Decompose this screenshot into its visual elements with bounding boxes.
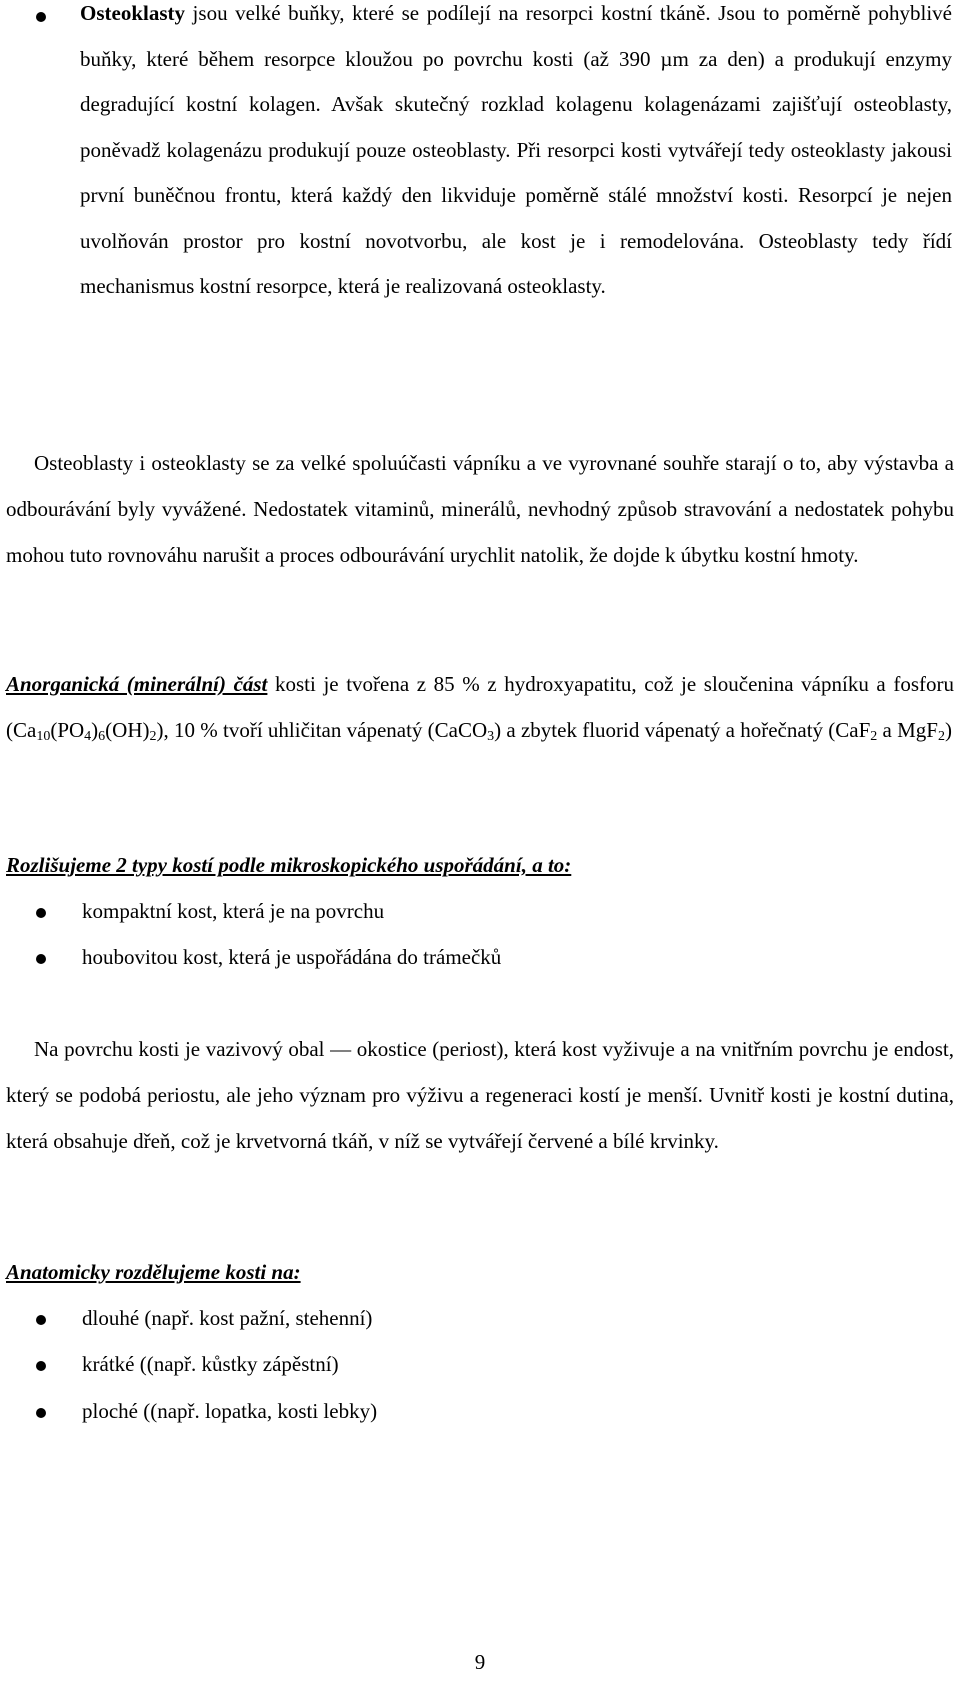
subscript: 2 xyxy=(870,729,878,744)
bullet-icon xyxy=(36,1361,46,1371)
bullet-icon xyxy=(36,1315,46,1325)
osteoklasty-text: jsou velké buňky, které se podílejí na resorpci kostní tkáně. Jsou to poměrně pohyblivé buňky, které během resorpce kloužou po povrchu kosti (až 390 µm za den) a produkují enzymy degradující kostní kolagen. Avšak skutečný rozklad kolagenu kolagenázami zajišťují osteoblasty, poněvadž kolagenázu produkují pouze osteoblasty. Při resorpci kosti vytvářejí tedy osteoklasty jakousi první buněčnou frontu, která každý den likviduje poměrně stálé množství kosti. Resorpcí je nejen uvolňován prostor pro kostní novotvorbu, ale kost je i remodelována. Osteoblasty tedy řídí mechanismus kostní resorpce, která je realizovaná osteoklasty. xyxy=(80,1,952,298)
list-item xyxy=(0,1295,960,1341)
subscript: 4 xyxy=(84,729,92,744)
inorganic-text-7: a MgF xyxy=(877,718,938,742)
subscript: 3 xyxy=(487,729,495,744)
heading-anatomical-division: Anatomicky rozdělujeme kosti na: xyxy=(6,1260,301,1284)
subscript: 2 xyxy=(149,729,157,744)
page-number: 9 xyxy=(474,1650,486,1674)
bullet-paragraph-osteoklasty xyxy=(80,0,952,310)
list-item xyxy=(0,1341,960,1387)
list-item-text: ploché ((např. lopatka, kosti lebky) xyxy=(82,1399,378,1423)
list-item xyxy=(0,934,960,980)
inorganic-text-5: ), 10 % tvoří uhličitan vápenatý (CaCO xyxy=(156,718,488,742)
inorganic-text-2: (PO xyxy=(50,718,85,742)
heading-bone-types: Rozlišujeme 2 typy kostí podle mikroskopického uspořádání, a to: xyxy=(6,853,572,877)
term-osteoklasty: Osteoklasty xyxy=(80,1,185,25)
bullet-icon xyxy=(36,954,46,964)
inorganic-text-6: ) a zbytek fluorid vápenatý a hořečnatý (CaF xyxy=(494,718,871,742)
subscript: 2 xyxy=(937,729,945,744)
list-item xyxy=(0,888,960,934)
paragraph-inorganic-part xyxy=(6,661,954,753)
subscript: 10 xyxy=(36,729,51,744)
list-item-text: houbovitou kost, která je uspořádána do trámečků xyxy=(82,945,502,969)
paragraph-balance: Osteoblasty i osteoklasty se za velké spoluúčasti vápníku a ve vyrovnané souhře starají o to, aby výstavba a odbourávání byly vyvážené. Nedostatek vitaminů, minerálů, nevhodný způsob stravování a nedostatek pohybu mohou tuto rovnováhu narušit a proces odbourávání urychlit natolik, že dojde k úbytku kostní hmoty. xyxy=(6,451,954,567)
list-item-text: kompaktní kost, která je na povrchu xyxy=(82,899,385,923)
list-item-text: dlouhé (např. kost pažní, stehenní) xyxy=(82,1306,373,1330)
subscript: 6 xyxy=(98,729,106,744)
heading-inorganic-part: Anorganická (minerální) část xyxy=(6,672,268,696)
list-item-text: krátké ((např. kůstky zápěstní) xyxy=(82,1352,339,1376)
inorganic-text-8: ) xyxy=(944,718,952,742)
bullet-icon xyxy=(36,12,46,22)
bullet-icon xyxy=(36,908,46,918)
list-item xyxy=(0,1388,960,1434)
inorganic-text-4: (OH) xyxy=(105,718,150,742)
paragraph-periost: Na povrchu kosti je vazivový obal — okostice (periost), která kost vyživuje a na vnitřním povrchu je endost, který se podobá periostu, ale jeho význam pro výživu a regeneraci kostí je menší. Uvnitř kosti je kostní dutina, která obsahuje dřeň, což je krvetvorná tkáň, v níž se vytvářejí červené a bílé krvinky. xyxy=(6,1037,954,1153)
bullet-icon xyxy=(36,1408,46,1418)
inorganic-text-3: ) xyxy=(91,718,99,742)
inorganic-text-1: kosti je tvořena z 85 % z hydroxyapatitu, což je sloučenina vápníku a fosforu (Ca xyxy=(6,672,955,742)
